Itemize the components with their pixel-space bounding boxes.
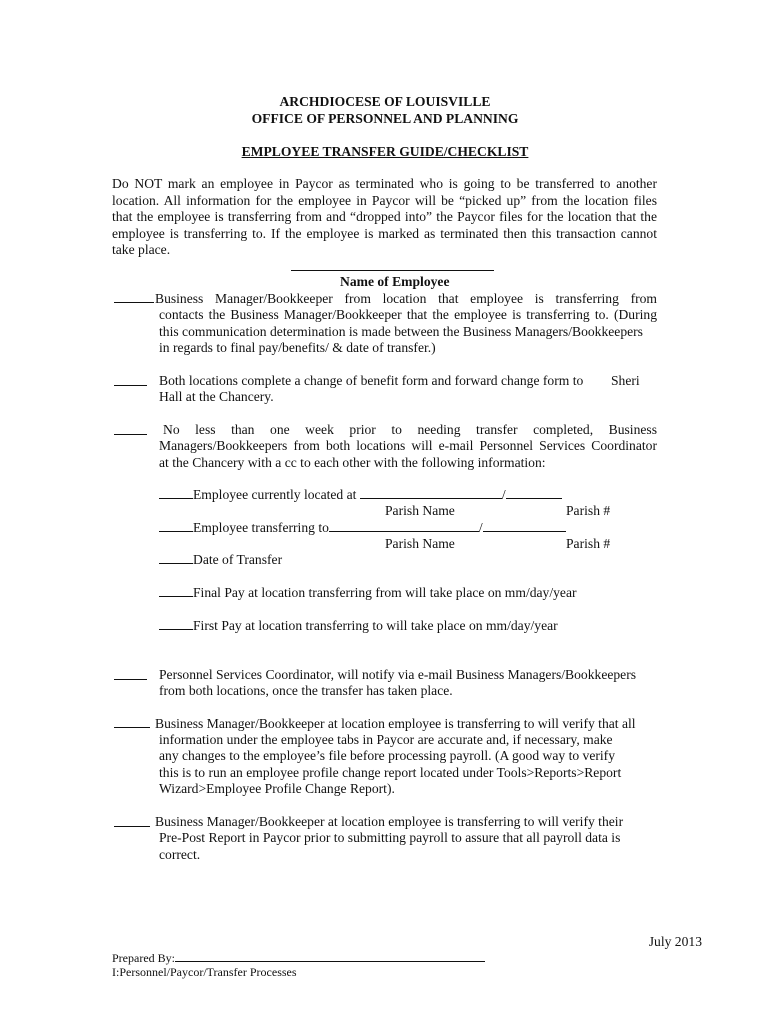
item-3-line-1: No less than one week prior to needing transfer completed, Business: [163, 422, 657, 437]
item-2-line-2: Hall at the Chancery.: [159, 389, 274, 404]
item-3-checkbox-line[interactable]: [114, 434, 147, 435]
item-3-line-2: Managers/Bookkeepers from both locations will e-mail Personnel Services Coordinator: [159, 438, 657, 453]
item-4-checkbox-line[interactable]: [114, 679, 147, 680]
prepared-by-blank[interactable]: [175, 952, 485, 962]
office-name: OFFICE OF PERSONNEL AND PLANNING: [251, 111, 519, 126]
intro-line-5: take place.: [112, 242, 171, 257]
transferring-parish-name-blank[interactable]: [329, 520, 479, 532]
transferring-slash: /: [478, 520, 483, 535]
final-pay-check-blank[interactable]: [159, 585, 193, 597]
sub-final-pay-row: [159, 585, 577, 601]
intro-line-1: Do NOT mark an employee in Paycor as terminated who is going to be transferred to another: [112, 176, 657, 191]
transferring-parish-name-caption: Parish Name: [385, 536, 455, 551]
located-parish-name-blank[interactable]: [360, 487, 502, 499]
transferring-label: Employee transferring to: [193, 520, 329, 535]
item-6-checkbox-line[interactable]: [114, 826, 150, 827]
item-5-line-2: information under the employee tabs in Paycor are accurate and, if necessary, make: [159, 732, 613, 747]
sub-located-row: [159, 487, 562, 503]
intro-line-2: location. All information for the employee in Paycor will be “picked up” from the location files: [112, 193, 657, 208]
item-2-checkbox-line[interactable]: [114, 385, 147, 386]
intro-line-3: that the employee is transferring from and “dropped into” the Paycor files for the location that the: [112, 209, 657, 224]
located-check-blank[interactable]: [159, 487, 193, 499]
sub-first-pay-row: [159, 618, 558, 634]
item-1-line-2: contacts the Business Manager/Bookkeeper that the employee is transferring to. (During: [159, 307, 657, 322]
first-pay-check-blank[interactable]: [159, 618, 193, 630]
employee-name-label: Name of Employee: [340, 274, 450, 289]
date-label: Date of Transfer: [193, 552, 283, 567]
located-slash: /: [501, 487, 506, 502]
transferring-check-blank[interactable]: [159, 520, 193, 532]
document-title: EMPLOYEE TRANSFER GUIDE/CHECKLIST: [241, 144, 529, 159]
final-pay-label: Final Pay at location transferring from will take place on mm/day/year: [193, 585, 577, 600]
item-6-line-3: correct.: [159, 847, 201, 862]
org-name: ARCHDIOCESE OF LOUISVILLE: [279, 94, 491, 109]
transferring-parish-number-caption: Parish #: [566, 536, 611, 551]
item-6-line-1: Business Manager/Bookkeeper at location employee is transferring to will verify their: [155, 814, 624, 829]
item-1-checkbox-line[interactable]: [114, 302, 154, 303]
employee-name-line[interactable]: [291, 270, 494, 271]
first-pay-label: First Pay at location transferring to will take place on mm/day/year: [193, 618, 558, 633]
item-3-line-3: at the Chancery with a cc to each other with the following information:: [159, 455, 546, 470]
sub-date-row: [159, 552, 282, 568]
item-6-line-2: Pre-Post Report in Paycor prior to submitting payroll to assure that all payroll data is: [159, 830, 621, 845]
item-1-line-1: Business Manager/Bookkeeper from location that employee is transferring from: [155, 291, 657, 306]
located-parish-name-caption: Parish Name: [385, 503, 455, 518]
item-5-line-3: any changes to the employee’s file before processing payroll. (A good way to verify: [159, 748, 616, 763]
item-5-line-5: Wizard>Employee Profile Change Report).: [159, 781, 395, 796]
item-5-checkbox-line[interactable]: [114, 727, 150, 728]
item-4-line-2: from both locations, once the transfer has taken place.: [159, 683, 453, 698]
transferring-parish-number-blank[interactable]: [483, 520, 566, 532]
located-label: Employee currently located at: [193, 487, 357, 502]
item-5-line-1: Business Manager/Bookkeeper at location employee is transferring to will verify that all: [155, 716, 636, 731]
item-2-trailing-word: Sheri: [611, 373, 640, 388]
item-1-line-3: this communication determination is made between the Business Managers/Bookkeepers: [159, 324, 643, 339]
date-check-blank[interactable]: [159, 552, 193, 564]
file-path: I:Personnel/Paycor/Transfer Processes: [112, 965, 297, 979]
footer-date: July 2013: [648, 934, 702, 949]
located-parish-number-caption: Parish #: [566, 503, 611, 518]
item-2-line-1: Both locations complete a change of benefit form and forward change form to: [159, 373, 584, 388]
prepared-by-label: Prepared By:: [112, 951, 175, 965]
intro-line-4: employee is transferring to. If the employee is marked as terminated then this transaction cannot: [112, 226, 657, 241]
item-4-line-1: Personnel Services Coordinator, will notify via e-mail Business Managers/Bookkeepers: [159, 667, 637, 682]
sub-transferring-row: [159, 520, 566, 536]
located-parish-number-blank[interactable]: [506, 487, 562, 499]
item-5-line-4: this is to run an employee profile change report located under Tools>Reports>Report: [159, 765, 622, 780]
item-1-line-4: in regards to final pay/benefits/ & date of transfer.): [159, 340, 436, 355]
